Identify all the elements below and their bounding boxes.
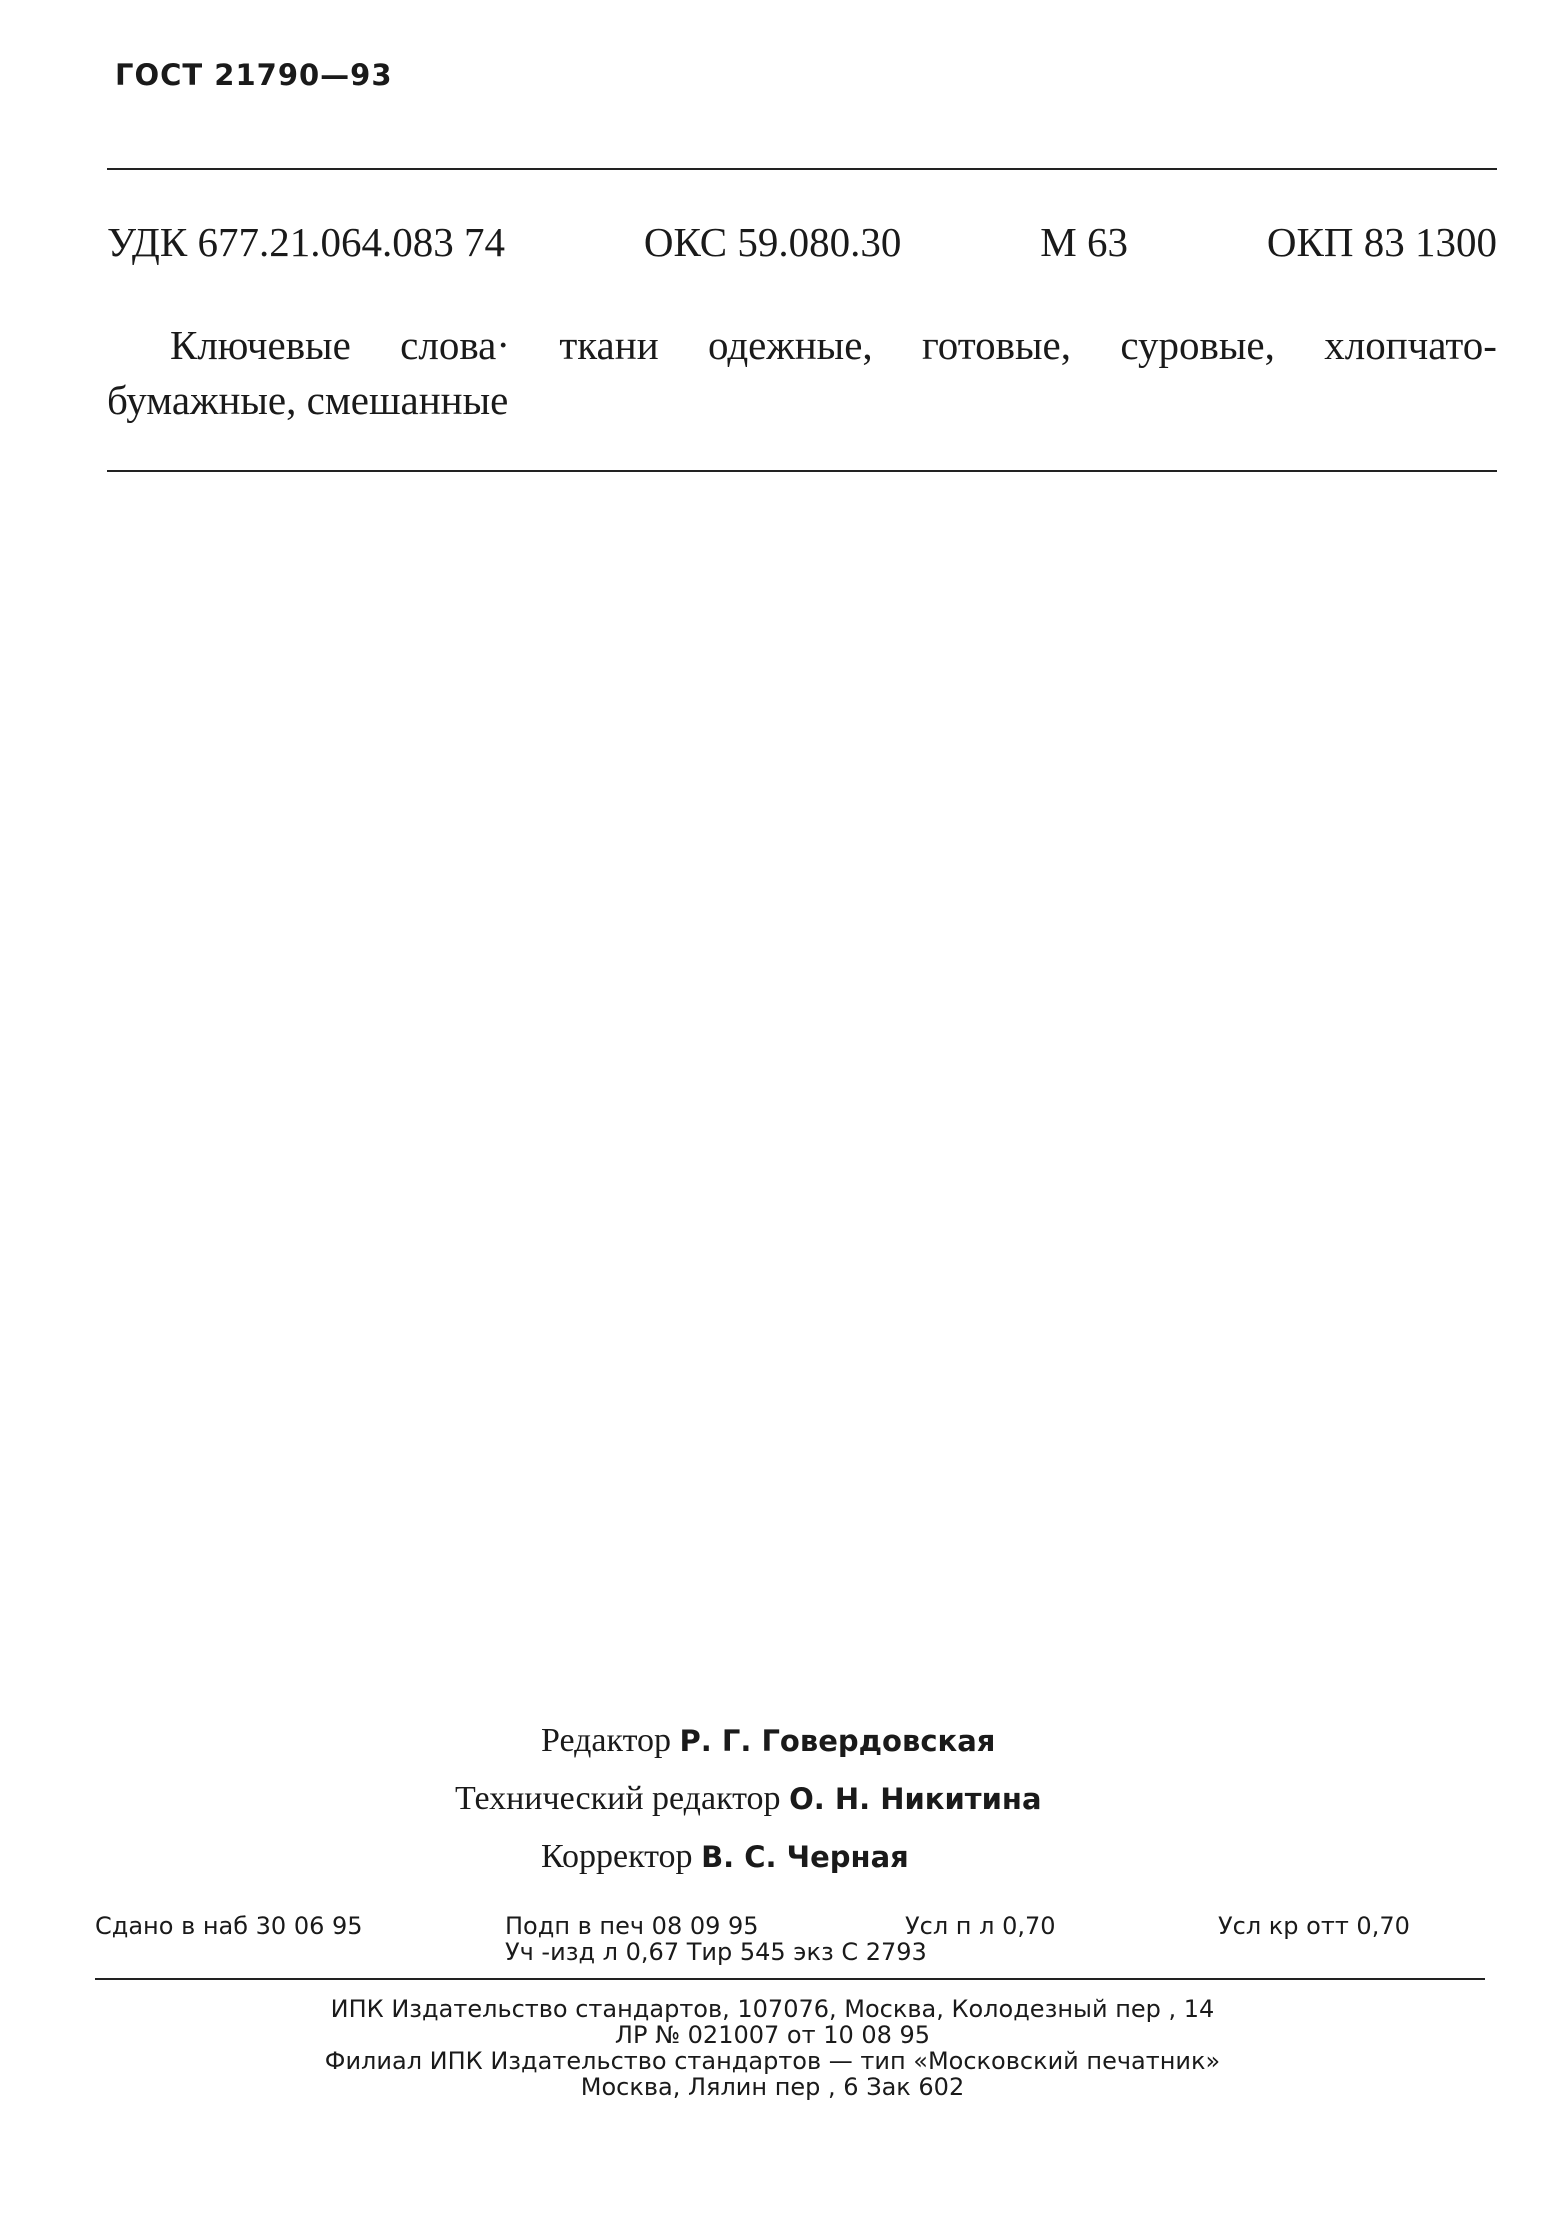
imprint-signed: Подп в печ 08 09 95: [505, 1912, 759, 1940]
proofreader-name: В. С. Черная: [701, 1840, 909, 1874]
editor-role: Редактор: [541, 1722, 671, 1759]
imprint-divider: [95, 1978, 1485, 1980]
keywords-paragraph: [107, 318, 1497, 428]
editor-credit: [541, 1712, 995, 1770]
standard-number: ГОСТ 21790—93: [115, 58, 393, 92]
printer-branch: Филиал ИПК Издательство стандартов — тип «Московский печатник»: [324, 2047, 1221, 2075]
classification-codes: [107, 218, 1497, 266]
imprint-submitted: Сдано в наб 30 06 95: [95, 1912, 363, 1940]
imprint-color-prints: Усл кр отт 0,70: [1218, 1912, 1410, 1940]
keyword-word: слова·: [400, 322, 510, 368]
keyword-word: Ключевые: [170, 322, 351, 368]
publisher-license: ЛР № 021007 от 10 08 95: [614, 2021, 931, 2049]
oks-code: ОКС 59.080.30: [643, 219, 902, 265]
udk-code: УДК 677.21.064.083 74: [107, 219, 505, 265]
keywords-line-2: бумажные, смешанные: [107, 377, 509, 423]
editor-name: Р. Г. Говердовская: [679, 1724, 996, 1758]
keyword-word: хлопчато-: [1324, 322, 1497, 368]
keyword-word: суровые,: [1120, 322, 1275, 368]
publisher-address: ИПК Издательство стандартов, 107076, Москва, Колодезный пер , 14: [330, 1995, 1215, 2023]
keyword-word: ткани: [559, 322, 659, 368]
tech-editor-role: Технический редактор: [455, 1780, 781, 1817]
tech-editor-credit: [455, 1770, 1042, 1828]
keywords-line-1: [107, 318, 1497, 373]
m-code: М 63: [1040, 219, 1129, 265]
imprint-edition: Уч -изд л 0,67 Тир 545 экз С 2793: [505, 1938, 927, 1966]
printer-address: Москва, Лялин пер , 6 Зак 602: [580, 2073, 965, 2101]
top-divider: [107, 168, 1497, 170]
proofreader-role: Корректор: [541, 1838, 693, 1875]
keywords-divider: [107, 470, 1497, 472]
imprint-print-sheets: Усл п л 0,70: [905, 1912, 1056, 1940]
keyword-word: готовые,: [922, 322, 1071, 368]
keyword-word: одежные,: [708, 322, 873, 368]
proofreader-credit: [541, 1828, 909, 1886]
okp-code: ОКП 83 1300: [1266, 219, 1497, 265]
tech-editor-name: О. Н. Никитина: [789, 1782, 1042, 1816]
